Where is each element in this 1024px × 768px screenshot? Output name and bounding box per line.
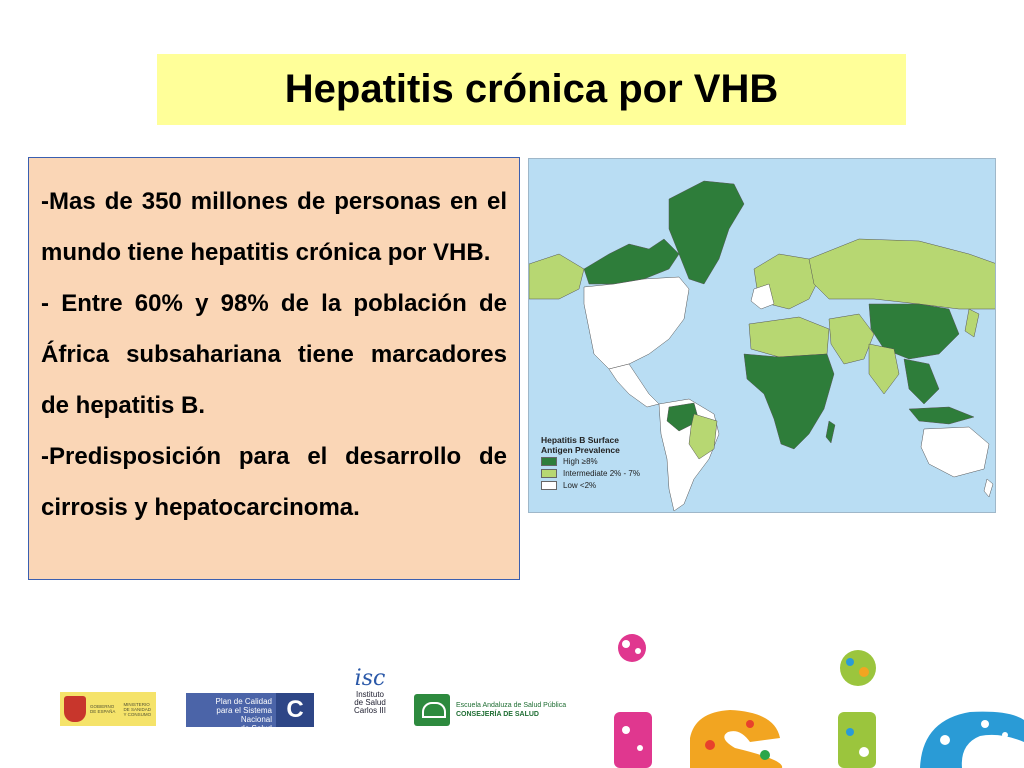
junta-line-1: Escuela Andaluza de Salud Pública [456,702,567,709]
southeast-asia-shape [904,359,939,404]
legend-item-low [541,480,640,491]
bullet-1: -Mas de 350 millones de personas en el mundo tiene hepatitis crónica por VHB. [41,188,507,266]
spain-line-4: DE SANIDAD [123,706,151,712]
spain-line-2: DE ESPAÑA [90,709,116,714]
central-america-shape [609,364,659,407]
deco-dot-1 [618,634,646,662]
bullet-3: -Predisposición para el desarrollo de cirrosis y hepatocarcinoma. [41,443,507,521]
deco-stem-1 [614,712,652,768]
spain-line-1: GOBIERNO [90,704,115,709]
north-america-shape [584,277,689,369]
india-shape [869,344,899,394]
junta-andalucia-logo [414,692,569,728]
hepatitis-b-world-map [528,158,996,513]
plan-calidad-logo [186,693,314,733]
bullet-text-box [28,157,520,580]
slide-title: Hepatitis crónica por VHB [284,67,779,111]
deco-letter-s [690,710,782,768]
new-zealand-shape [984,479,993,497]
gobierno-espana-logo [60,692,156,726]
isciii-colorful-decoration [600,620,1024,768]
legend-label-high: High ≥8% [563,457,598,466]
plan-line-3: de Salud [240,724,272,733]
junta-line-2: CONSEJERÍA DE SALUD [456,711,539,718]
australia-shape [921,427,989,477]
russia-shape [809,239,996,309]
plan-line-2: para el Sistema Nacional [216,706,272,724]
legend-label-low: Low <2% [563,481,597,490]
indonesia-shape [909,407,974,424]
footer-logo-strip [0,660,1024,768]
legend-swatch-intermediate [541,469,557,478]
north-canada-shape [584,239,679,284]
plan-c-icon: C [276,693,314,727]
isciii-line-2: de Salud [354,698,386,707]
sub-saharan-africa-shape [744,354,834,449]
alaska-shape [529,254,584,299]
isciii-line-3: Carlos III [353,706,386,715]
title-banner [157,54,906,125]
japan-shape [965,309,979,337]
spain-crest-icon [64,696,86,722]
map-legend [541,435,640,491]
deco-dot-2 [840,650,876,686]
deco-stem-2 [838,712,876,768]
legend-swatch-high [541,457,557,466]
spain-line-5: Y CONSUMO [123,711,152,717]
plan-line-1: Plan de Calidad [215,697,272,706]
madagascar-shape [826,421,835,443]
middle-east-shape [829,314,874,364]
legend-swatch-low [541,481,557,490]
isciii-logo [340,666,400,736]
north-africa-shape [749,317,829,357]
legend-title-line-1: Hepatitis B Surface [541,435,619,445]
legend-title-line-2: Antigen Prevalence [541,445,620,455]
spain-line-3: MINISTERIO [123,701,150,707]
isciii-line-1: Instituto [355,690,384,699]
greenland-shape [669,181,744,284]
legend-label-intermediate: Intermediate 2% - 7% [563,469,640,478]
deco-letter-c [920,712,1024,768]
junta-arch-icon [414,694,450,726]
isciii-mark: isc [354,666,386,691]
legend-item-intermediate [541,468,640,479]
bullet-2: - Entre 60% y 98% de la población de África subsahariana tiene marcadores de hepatitis B. [41,290,507,419]
legend-item-high [541,456,640,467]
